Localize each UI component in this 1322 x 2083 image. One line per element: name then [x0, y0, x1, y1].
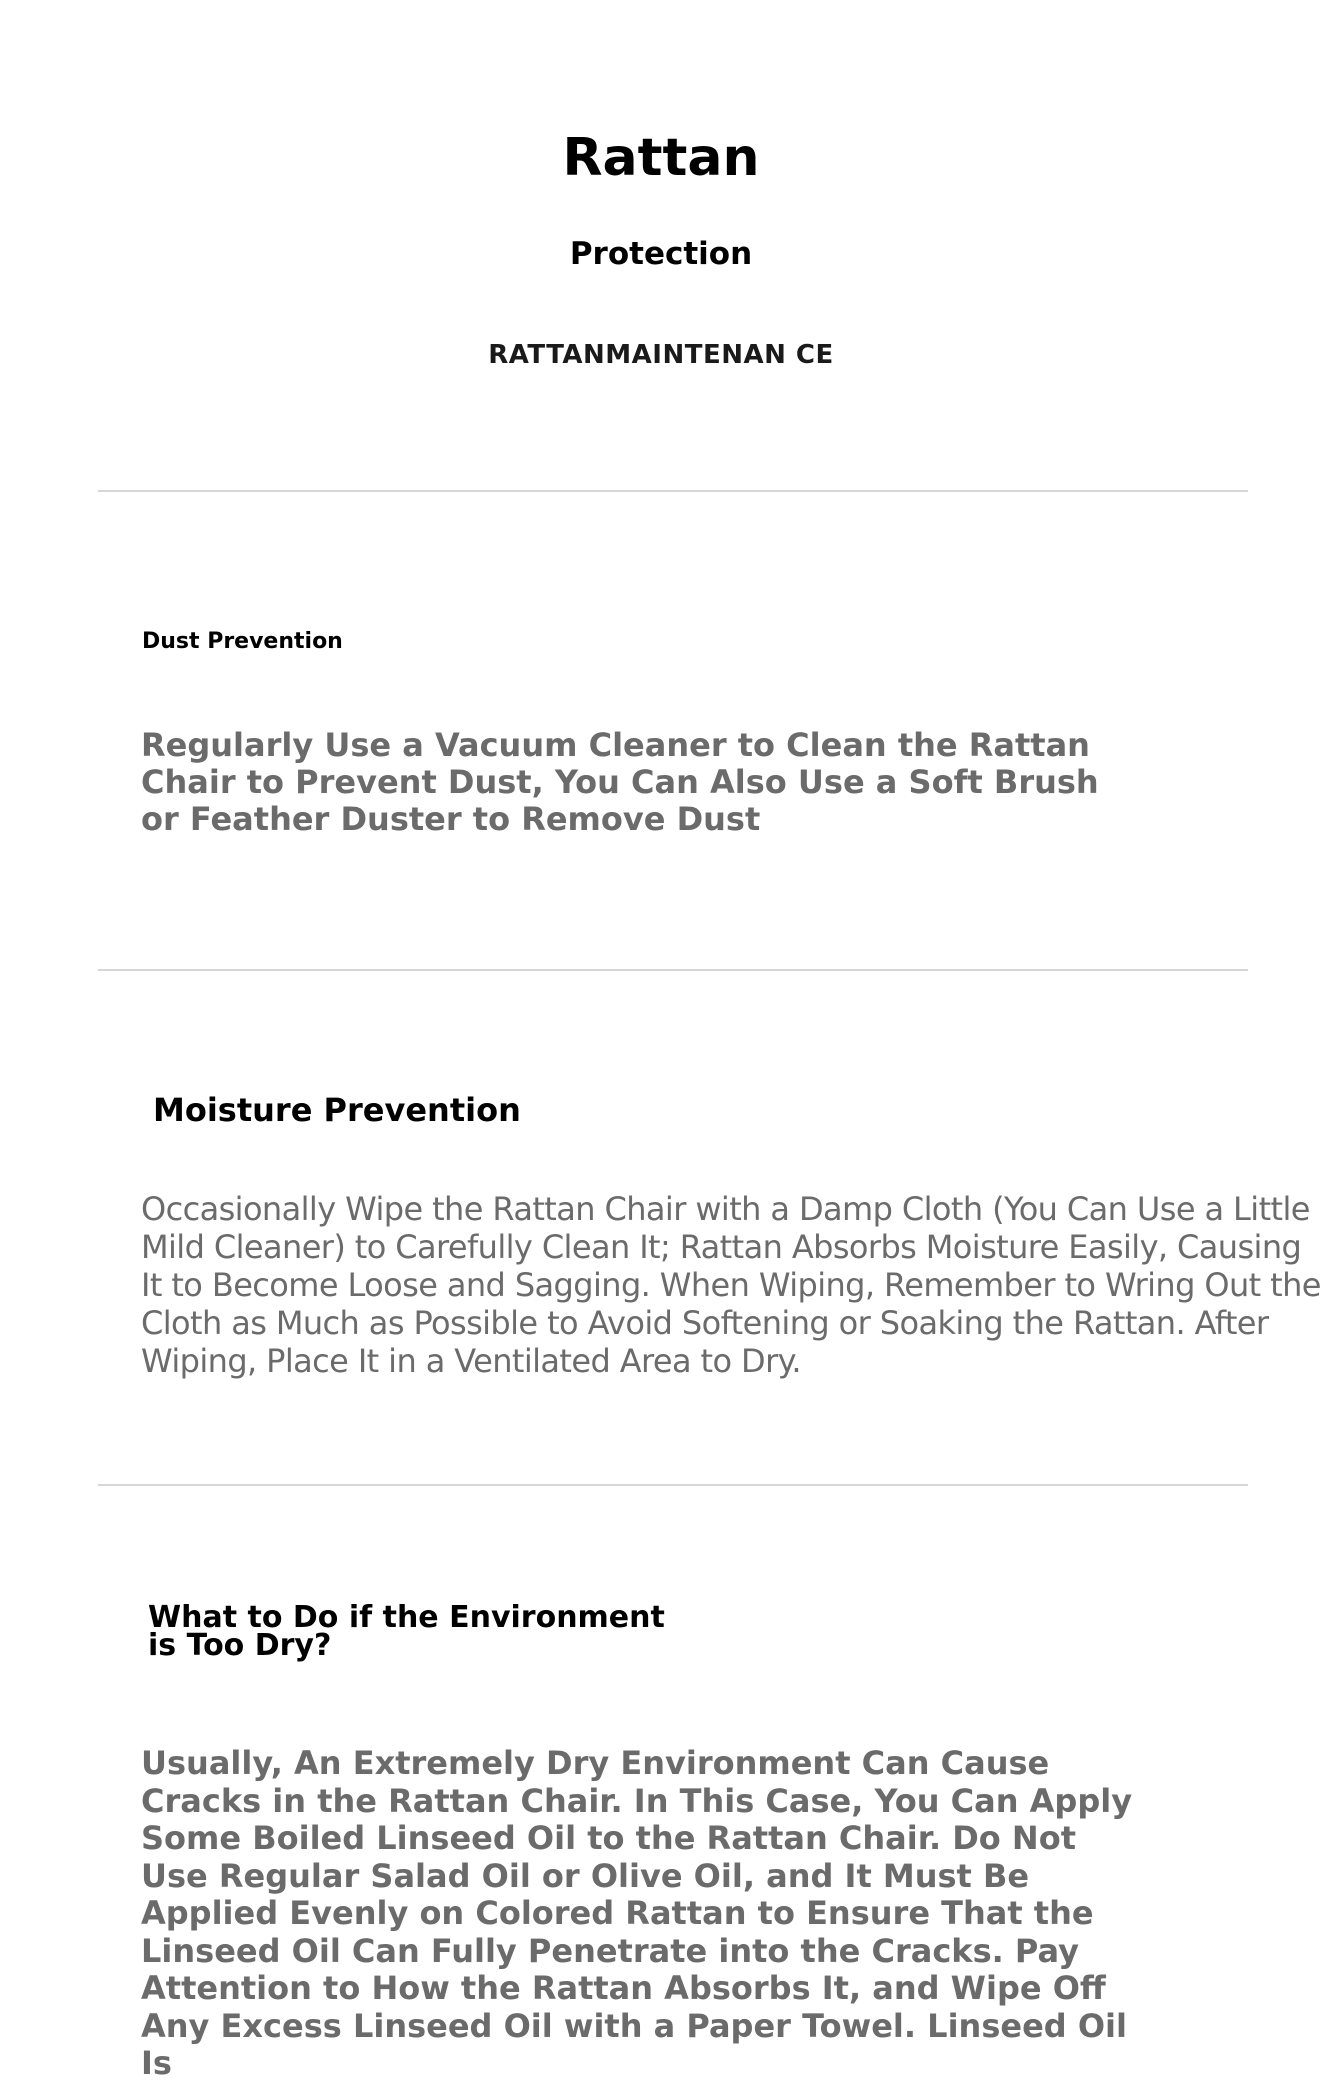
- section-body-dry-environment: Usually, An Extremely Dry Environment Can Cause Cracks in the Rattan Chair. In This Case, You Can Apply Some Boiled Linseed Oil to the Rattan Chair. Do Not Use Regular Salad Oil or Olive Oil, and It Must Be Applied Evenly on Colored Rattan to Ensure That the Linseed Oil Can Fully Penetrate into the Cracks. Pay Attention to How the Rattan Absorbs It, and Wipe Off Any Excess Linseed Oil with a Paper Towel. Linseed Oil Is: [141, 1744, 1133, 2082]
- page-title: Rattan: [562, 128, 760, 188]
- section-heading-dust-prevention: Dust Prevention: [142, 629, 343, 654]
- section-heading-moisture-prevention: Moisture Prevention: [153, 1091, 521, 1129]
- section-body-dust-prevention: Regularly Use a Vacuum Cleaner to Clean the Rattan Chair to Prevent Dust, You Can Also Use a Soft Brush or Feather Duster to Remove Dust: [141, 726, 1099, 838]
- section-divider: [98, 490, 1248, 492]
- brand-label: RATTANMAINTENAN CE: [488, 340, 834, 370]
- section-body-moisture-prevention: Occasionally Wipe the Rattan Chair with a Damp Cloth (You Can Use a Little Mild Cleaner) to Carefully Clean It; Rattan Absorbs Moisture Easily, Causing It to Become Loose and Sagging. When Wiping, Remember to Wring Out the Cloth as Much as Possible to Avoid Softening or Soaking the Rattan. After Wiping, Place It in a Ventilated Area to Dry.: [141, 1190, 1321, 1380]
- section-divider: [98, 1484, 1248, 1486]
- section-divider: [98, 969, 1248, 971]
- section-heading-dry-environment: What to Do if the Environment is Too Dry?: [148, 1600, 665, 1663]
- page-subtitle: Protection: [569, 236, 753, 272]
